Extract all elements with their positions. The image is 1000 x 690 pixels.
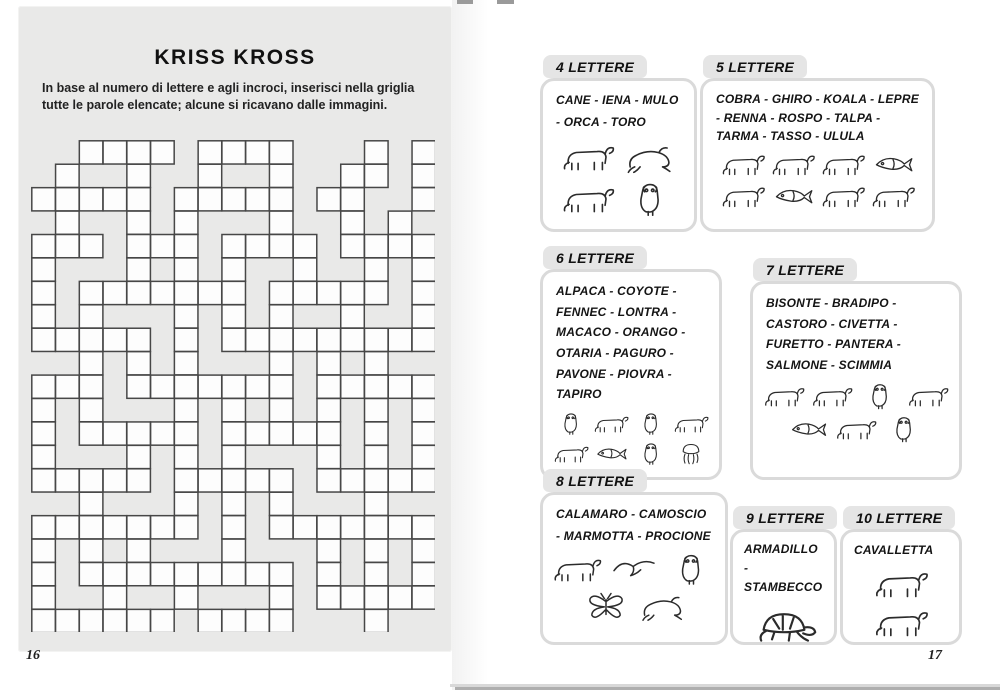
hedgehog-illustration [673,410,709,437]
grid-cell [222,328,246,351]
grid-cell [412,445,435,468]
word-count-tab: 5 LETTERE [703,55,807,78]
grid-cell [341,281,365,304]
grid-cell [127,211,151,234]
grid-cell [79,539,103,562]
grid-cell [269,235,293,258]
word-list-box-7-lettere [750,262,962,480]
grid-cell [246,188,270,211]
grid-cell [32,445,56,468]
word-list-card [750,281,962,480]
grid-cell [151,609,175,632]
grid-cell [388,211,412,234]
grid-cell [127,188,151,211]
grid-cell [174,352,198,375]
grid-cell [365,492,389,515]
grid-cell [79,235,103,258]
grid-cell [79,352,103,375]
grid-cell [79,492,103,515]
grid-cell [151,516,175,539]
grid-cell [174,586,198,609]
grid-cell [56,328,80,351]
dog-illustration [561,138,615,176]
grid-cell [246,141,270,164]
grid-cell [32,422,56,445]
grid-cell [269,352,293,375]
grid-cell [412,469,435,492]
grid-cell [174,211,198,234]
grid-cell [103,141,127,164]
grid-cell [198,141,222,164]
page-gutter-shadow [452,0,504,690]
grid-cell [127,516,151,539]
grid-cell [79,305,103,328]
grid-cell [56,188,80,211]
grid-cell [151,563,175,586]
grid-cell [32,469,56,492]
grid-cell [32,328,56,351]
grid-cell [365,164,389,187]
grid-cell [56,164,80,187]
grid-cell [127,422,151,445]
giraffe-illustration [763,381,805,411]
grid-cell [222,281,246,304]
grid-cell [365,539,389,562]
grid-cell [174,281,198,304]
grid-cell [198,469,222,492]
grid-cell [317,516,341,539]
word-list: CALAMARO - CAMOSCIO - MARMOTTA - PROCIONE [556,507,711,543]
grid-cell [365,258,389,281]
grid-cell [222,258,246,281]
grid-cell [127,235,151,258]
word-list-card [540,269,722,480]
grid-cell [269,164,293,187]
grid-cell [79,328,103,351]
grid-cell [103,422,127,445]
word-count-tab: 6 LETTERE [543,246,647,269]
grid-cell [388,328,412,351]
grid-cell [412,539,435,562]
grid-cell [32,375,56,398]
gorilla-illustration [811,381,853,411]
grid-cell [269,375,293,398]
grid-cell [269,399,293,422]
penguin-illustration [666,552,716,586]
grid-cell [151,422,175,445]
puzzle-instructions: In base al numero di lettere e agli incroci, inserisci nella griglia tutte le parole elencate; alcune si ricavano dalle immagini. [42,81,415,112]
grid-cell [365,586,389,609]
grid-cell [341,235,365,258]
grid-cell [151,141,175,164]
grid-cell [365,516,389,539]
grid-cell [388,469,412,492]
grid-cell [127,141,151,164]
grid-cell [317,375,341,398]
grid-cell [412,586,435,609]
fish-illustration [770,181,816,211]
grid-cell [246,235,270,258]
grid-cell [317,539,341,562]
word-count-tab: 10 LETTERE [843,506,955,529]
grid-cell [174,258,198,281]
grid-cell [412,235,435,258]
grid-cell [317,422,341,445]
stork-illustration [859,381,901,411]
animal-illustrations [543,135,694,221]
grid-cell [127,609,151,632]
grid-cell [365,563,389,586]
grid-cell [174,375,198,398]
grid-cell [388,375,412,398]
grid-cell [32,609,56,632]
grid-cell [269,328,293,351]
grid-cell [174,422,198,445]
grid-cell [222,399,246,422]
word-list-card [540,78,697,232]
word-count-tab: 7 LETTERE [753,258,857,281]
grid-cell [269,305,293,328]
grid-cell [341,305,365,328]
grid-cell [151,281,175,304]
zebra-illustration [770,149,816,179]
grid-cell [365,469,389,492]
grid-cell [365,281,389,304]
grid-cell [246,422,270,445]
grid-cell [198,375,222,398]
grid-cell [269,563,293,586]
grid-cell [341,375,365,398]
word-list: CAVALLETTA [854,543,934,557]
grid-cell [412,164,435,187]
grid-cell [56,469,80,492]
grid-cell [174,469,198,492]
grid-cell [222,235,246,258]
grid-cell [293,258,317,281]
grid-cell [341,328,365,351]
lion-illustration [720,181,766,211]
grid-cell [293,281,317,304]
owl-illustration [623,180,677,218]
photo-edge-mark [457,0,473,4]
grid-cell [174,305,198,328]
grid-cell [32,305,56,328]
grid-cell [222,422,246,445]
grid-cell [246,328,270,351]
grid-cell [222,609,246,632]
crossword-grid-svg [31,140,435,632]
grid-cell [103,609,127,632]
shark-illustration [593,440,629,467]
horse-illustration [835,414,877,444]
squirrel-illustration [869,565,933,602]
grid-cell [103,281,127,304]
grid-cell [341,188,365,211]
grid-cell [79,399,103,422]
seagull-illustration [609,552,659,586]
grid-cell [269,586,293,609]
animal-illustrations [543,549,725,626]
grid-cell [32,235,56,258]
grid-cell [32,399,56,422]
grid-cell [365,141,389,164]
camel-illustration [552,552,602,586]
grid-cell [198,188,222,211]
grid-cell [198,164,222,187]
grid-cell [174,563,198,586]
grid-cell [412,375,435,398]
eagle-illustration [553,410,589,437]
vulture-illustration [633,410,669,437]
word-list: BISONTE - BRADIPO - CASTORO - CIVETTA - FURETTO - PANTERA - SALMONE - SCIMMIA [766,296,901,372]
animal-illustrations [843,562,959,644]
page-number-right: 17 [928,648,942,663]
deer-illustration [720,149,766,179]
grid-cell [127,539,151,562]
pig-illustration [593,410,629,437]
photo-edge-mark [497,0,514,4]
grid-cell [412,399,435,422]
fox-illustration [820,149,866,179]
grid-cell [388,516,412,539]
page-number-left: 16 [26,648,40,663]
grid-cell [365,328,389,351]
grid-cell [365,399,389,422]
grid-cell [103,469,127,492]
grid-cell [246,609,270,632]
grid-cell [222,141,246,164]
grid-cell [127,164,151,187]
grid-cell [317,399,341,422]
bear-illustration [561,180,615,218]
donkey-illustration [820,181,866,211]
grid-cell [269,422,293,445]
grid-cell [56,211,80,234]
grid-cell [103,188,127,211]
animal-illustrations [703,146,932,214]
grid-cell [151,375,175,398]
grid-cell [365,445,389,468]
word-count-tab: 9 LETTERE [733,506,837,529]
grid-cell [412,422,435,445]
grid-cell [293,328,317,351]
grid-cell [79,469,103,492]
grid-cell [269,141,293,164]
grid-cell [293,235,317,258]
grid-cell [341,164,365,187]
seal-illustration [623,138,677,176]
grid-cell [174,328,198,351]
grid-cell [317,328,341,351]
grid-cell [56,235,80,258]
word-list-card [840,529,962,645]
grid-cell [246,563,270,586]
grid-cell [388,235,412,258]
walrus-illustration [638,589,688,623]
grid-cell [269,211,293,234]
grid-cell [79,563,103,586]
grid-cell [79,188,103,211]
sheep-illustration [553,440,589,467]
sea-turtle-illustration [747,601,821,645]
grid-cell [341,211,365,234]
word-list-box-4-lettere [540,59,697,232]
grid-cell [198,281,222,304]
grid-cell [365,375,389,398]
grid-cell [388,586,412,609]
grid-cell [222,469,246,492]
grid-cell [222,516,246,539]
grid-cell [103,563,127,586]
grid-cell [32,258,56,281]
grid-cell [365,235,389,258]
grid-cell [79,141,103,164]
grid-cell [222,305,246,328]
grid-cell [412,305,435,328]
animal-illustrations [753,378,959,447]
word-list: ARMADILLO - STAMBECCO [744,542,823,595]
grid-cell [341,586,365,609]
grid-cell [32,586,56,609]
grid-cell [174,188,198,211]
grid-cell [412,188,435,211]
grid-cell [365,422,389,445]
grid-cell [341,469,365,492]
grid-cell [412,516,435,539]
grid-cell [317,563,341,586]
grid-cell [412,328,435,351]
grid-cell [32,281,56,304]
left-page-panel [18,6,452,652]
grid-cell [269,609,293,632]
grid-cell [412,141,435,164]
word-list: COBRA - GHIRO - KOALA - LEPRE - RENNA - ROSPO - TALPA - TARMA - TASSO - ULULA [716,92,919,144]
grid-cell [222,539,246,562]
ostrich-illustration [883,414,925,444]
grid-cell [317,188,341,211]
grid-cell [293,516,317,539]
word-list-box-5-lettere [700,59,935,232]
grid-cell [127,563,151,586]
grid-cell [317,445,341,468]
word-list-card [700,78,935,232]
grid-cell [174,516,198,539]
hamster-illustration [907,381,949,411]
grid-cell [412,258,435,281]
grid-cell [222,188,246,211]
grid-cell [56,609,80,632]
word-list: CANE - IENA - MULO - ORCA - TORO [556,93,679,129]
grid-cell [198,609,222,632]
jellyfish-illustration [673,440,709,467]
grid-cell [103,586,127,609]
grid-cell [269,469,293,492]
animal-illustrations [733,598,834,645]
grid-cell [222,375,246,398]
grid-cell [365,352,389,375]
grid-cell [269,281,293,304]
grid-cell [174,399,198,422]
grid-cell [317,281,341,304]
grid-cell [79,281,103,304]
grid-cell [79,609,103,632]
grid-cell [127,281,151,304]
grid-cell [32,516,56,539]
grid-cell [127,258,151,281]
heron-illustration [633,440,669,467]
page-title: KRISS KROSS [154,46,316,69]
grid-cell [317,352,341,375]
word-count-tab: 4 LETTERE [543,55,647,78]
word-list-box-9-lettere [730,510,837,645]
grid-cell [174,492,198,515]
grid-cell [56,375,80,398]
grid-cell [32,563,56,586]
grid-cell [222,563,246,586]
grid-cell [317,469,341,492]
animal-illustrations [543,407,719,470]
word-list-box-8-lettere [540,473,728,645]
grid-cell [412,563,435,586]
grid-cell [79,516,103,539]
grid-cell [151,235,175,258]
grid-cell [127,352,151,375]
grid-cell [127,328,151,351]
word-list: ALPACA - COYOTE - FENNEC - LONTRA - MACACO - ORANGO - OTARIA - PAGURO - PAVONE - PIOVRA - TAPIRO [556,284,686,402]
grid-cell [79,375,103,398]
grid-cell [174,445,198,468]
grid-cell [269,516,293,539]
grid-cell [222,492,246,515]
grid-cell [269,188,293,211]
hippo-illustration [869,604,933,641]
word-list-card [730,529,837,645]
grid-cell [293,422,317,445]
butterfly-illustration [581,589,631,623]
manta-ray-illustration [870,149,916,179]
word-list-box-10-lettere [840,510,962,645]
grid-cell [246,469,270,492]
word-list-box-6-lettere [540,250,722,480]
grid-cell [127,469,151,492]
tiger-illustration [870,181,916,211]
grid-cell [269,492,293,515]
crossword-grid [31,140,435,632]
word-count-tab: 8 LETTERE [543,469,647,492]
grid-cell [365,609,389,632]
grid-cell [222,445,246,468]
word-list-card [540,492,728,645]
grid-cell [56,516,80,539]
grid-cell [341,516,365,539]
grid-cell [412,281,435,304]
grid-cell [127,445,151,468]
grid-cell [103,516,127,539]
grid-cell [79,422,103,445]
grid-cell [174,235,198,258]
grid-cell [317,586,341,609]
grid-cell [127,375,151,398]
grid-cell [103,328,127,351]
grid-cell [32,188,56,211]
grid-cell [246,375,270,398]
grid-cell [32,539,56,562]
grid-cell [198,563,222,586]
narwhal-illustration [787,414,829,444]
